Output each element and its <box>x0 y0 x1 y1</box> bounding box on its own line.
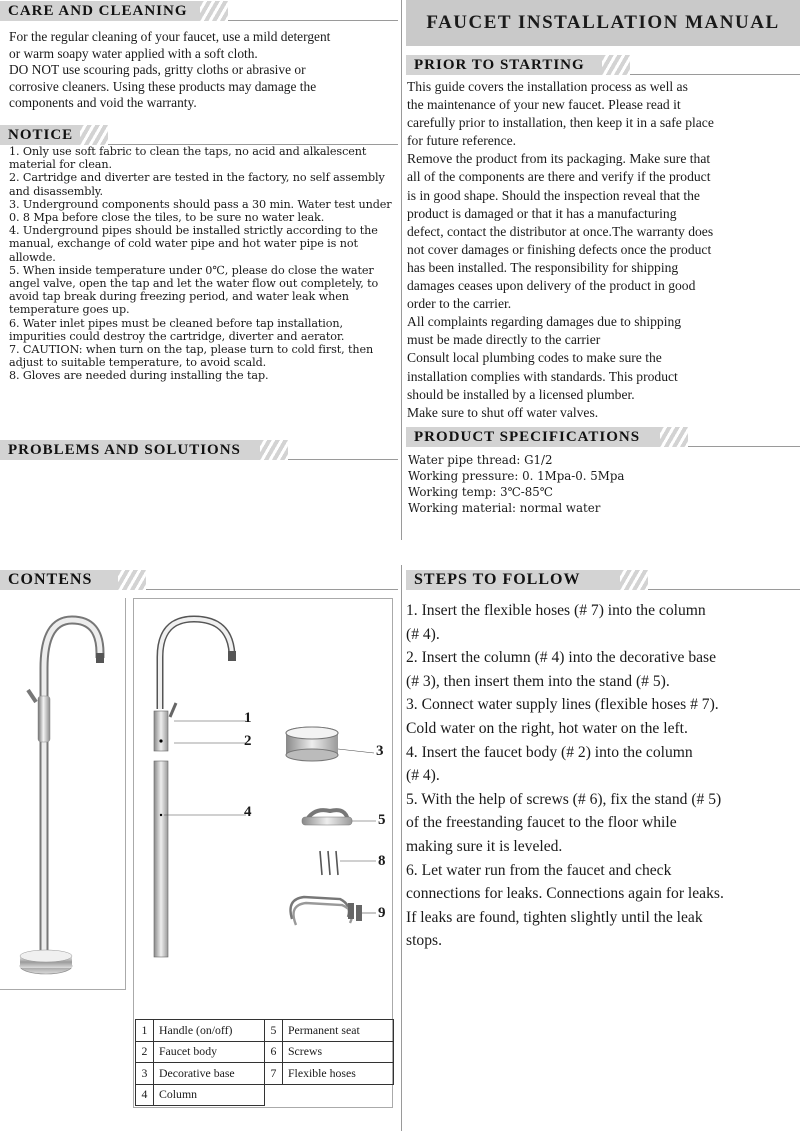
callout-label: 4 <box>244 804 252 820</box>
part-label: Column <box>154 1084 265 1106</box>
specs-title: PRODUCT SPECIFICATIONS <box>414 428 641 445</box>
callout-label: 2 <box>244 733 252 749</box>
specs-list <box>408 452 624 516</box>
part-label: Faucet body <box>154 1041 265 1063</box>
callout-label: 9 <box>378 905 386 921</box>
spec-line: Working pressure: 0. 1Mpa-0. 5Mpa <box>408 469 625 483</box>
step-line: 3. Connect water supply lines (flexible hoses # 7). <box>406 696 719 714</box>
prior-rule <box>630 74 800 75</box>
problems-title: PROBLEMS AND SOLUTIONS <box>8 441 241 458</box>
step-line: stops. <box>406 932 442 950</box>
step-line: 1. Insert the flexible hoses (# 7) into the column <box>406 602 706 619</box>
column-divider <box>401 0 402 540</box>
parts-table <box>135 1019 394 1106</box>
header-stripes <box>200 1 228 21</box>
callout-label: 5 <box>378 812 386 828</box>
prior-header <box>406 55 602 75</box>
step-line: of the freestanding faucet to the floor while <box>406 814 677 832</box>
step-line: If leaks are found, tighten slightly until the leak <box>406 908 703 926</box>
contents-title: CONTENS <box>8 571 93 588</box>
problems-header <box>0 440 260 460</box>
callout-label: 3 <box>376 743 384 759</box>
table-row <box>136 1041 394 1063</box>
notice-item: 6. Water inlet pipes must be cleaned before tap installation, impurities could destroy the cartridge, diverter and aerator. <box>9 316 345 343</box>
contents-header <box>0 570 118 590</box>
notice-title: NOTICE <box>8 126 74 143</box>
table-row <box>136 1063 394 1085</box>
step-line: (# 4). <box>406 625 440 643</box>
step-line: connections for leaks. Connections again for leaks. <box>406 885 724 903</box>
spec-line: Water pipe thread: G1/2 <box>408 453 553 467</box>
step-line: 2. Insert the column (# 4) into the decorative base <box>406 649 717 667</box>
steps-title: STEPS TO FOLLOW <box>414 571 581 588</box>
callout-label: 1 <box>244 710 252 726</box>
notice-item: 4. Underground pipes should be installed strictly according to the manual, exchange of cold water pipe and hot water pipe is not allowde. <box>9 224 378 264</box>
spec-line: Working material: normal water <box>408 501 601 515</box>
step-line: Cold water on the right, hot water on the left. <box>406 719 688 737</box>
header-stripes <box>660 427 688 447</box>
faucet-photo <box>0 598 126 990</box>
step-line: (# 4). <box>406 767 440 785</box>
part-label: Handle (on/off) <box>154 1020 265 1042</box>
spec-line: Working temp: 3℃-85℃ <box>408 485 553 499</box>
table-row <box>136 1084 394 1106</box>
header-stripes <box>602 55 630 75</box>
part-number: 6 <box>265 1041 283 1063</box>
part-label: Permanent seat <box>283 1020 394 1042</box>
part-label: Decorative base <box>154 1063 265 1085</box>
problems-rule <box>288 459 398 460</box>
exploded-view-diagram <box>134 599 392 1019</box>
step-line: 6. Let water run from the faucet and check <box>406 861 672 879</box>
part-number: 7 <box>265 1063 283 1085</box>
steps-list <box>406 599 798 953</box>
part-label: Flexible hoses <box>283 1063 394 1085</box>
notice-item: 3. Underground components should pass a 30 min. Water test under 0. 8 Mpa before close the tiles, to be sure no water leak. <box>9 197 392 225</box>
specs-header <box>406 427 660 447</box>
table-row <box>136 1020 394 1042</box>
header-stripes <box>260 440 288 460</box>
prior-text: This guide covers the installation process as well as the maintenance of your new faucet. Please read it carefully prior to installation, then keep it in a safe place for future reference. Remove the product from its packaging. Make sure that all of the components are there and verify if the product is in good shape. Should the inspection reveal that the product is damaged or that it has a manufacturing defect, contact the distributor at once.The warranty does not cover damages or finishing defects once the product has been installed. The responsibility for shipping damages ceases upon delivery of the product in good order to the carrier. All complaints regarding damages due to shipping must be made directly to the carrier Consult local plumbing codes to make sure the installation complies with standards. This product should be installed by a licensed plumber. Make sure to shut off water valves. <box>407 79 714 420</box>
header-stripes <box>118 570 146 590</box>
part-number: 1 <box>136 1020 154 1042</box>
column-divider <box>401 565 402 1131</box>
notice-item: 7. CAUTION: when turn on the tap, please turn to cold first, then adjust to suitable temperature, to avoid scald. <box>9 343 374 370</box>
care-title: CARE AND CLEANING <box>8 2 188 19</box>
steps-header <box>406 570 620 590</box>
notice-list <box>9 145 399 383</box>
header-stripes <box>80 125 108 145</box>
step-line: 4. Insert the faucet body (# 2) into the column <box>406 743 693 761</box>
header-stripes <box>620 570 648 590</box>
freestanding-faucet-image <box>0 598 126 990</box>
notice-item: 8. Gloves are needed during installing the tap. <box>9 369 269 383</box>
part-number: 2 <box>136 1041 154 1063</box>
part-number: 3 <box>136 1063 154 1085</box>
specs-rule <box>688 446 800 447</box>
steps-rule <box>648 589 800 590</box>
notice-header <box>0 125 80 145</box>
notice-item: 2. Cartridge and diverter are tested in the factory, no self assembly and disassembly. <box>9 171 385 198</box>
notice-item: 5. When inside temperature under 0℃, please do close the water angel valve, open the tap and let the water flow out completely, to avoid tap break during freezing period, and water leak when temperature goes up. <box>9 263 379 317</box>
step-line: (# 3), then insert them into the stand (# 5). <box>406 672 670 690</box>
manual-title: FAUCET INSTALLATION MANUAL <box>406 0 800 46</box>
prior-title: PRIOR TO STARTING <box>414 56 585 73</box>
notice-item: 1. Only use soft fabric to clean the taps, no acid and alkalescent material for clean. <box>9 145 367 172</box>
callout-label: 8 <box>378 853 386 869</box>
step-line: making sure it is leveled. <box>406 837 563 855</box>
part-number: 5 <box>265 1020 283 1042</box>
care-text: For the regular cleaning of your faucet, use a mild detergent or warm soapy water applied with a soft cloth. DO NOT use scouring pads, gritty cloths or abrasive or corrosive cleaners. Using these products may damage the components and void the warranty. <box>9 29 331 110</box>
contents-rule <box>146 589 398 590</box>
part-label: Screws <box>283 1041 394 1063</box>
care-header <box>0 1 200 21</box>
part-number: 4 <box>136 1084 154 1106</box>
step-line: 5. With the help of screws (# 6), fix the stand (# 5) <box>406 790 722 808</box>
care-rule <box>228 20 398 21</box>
